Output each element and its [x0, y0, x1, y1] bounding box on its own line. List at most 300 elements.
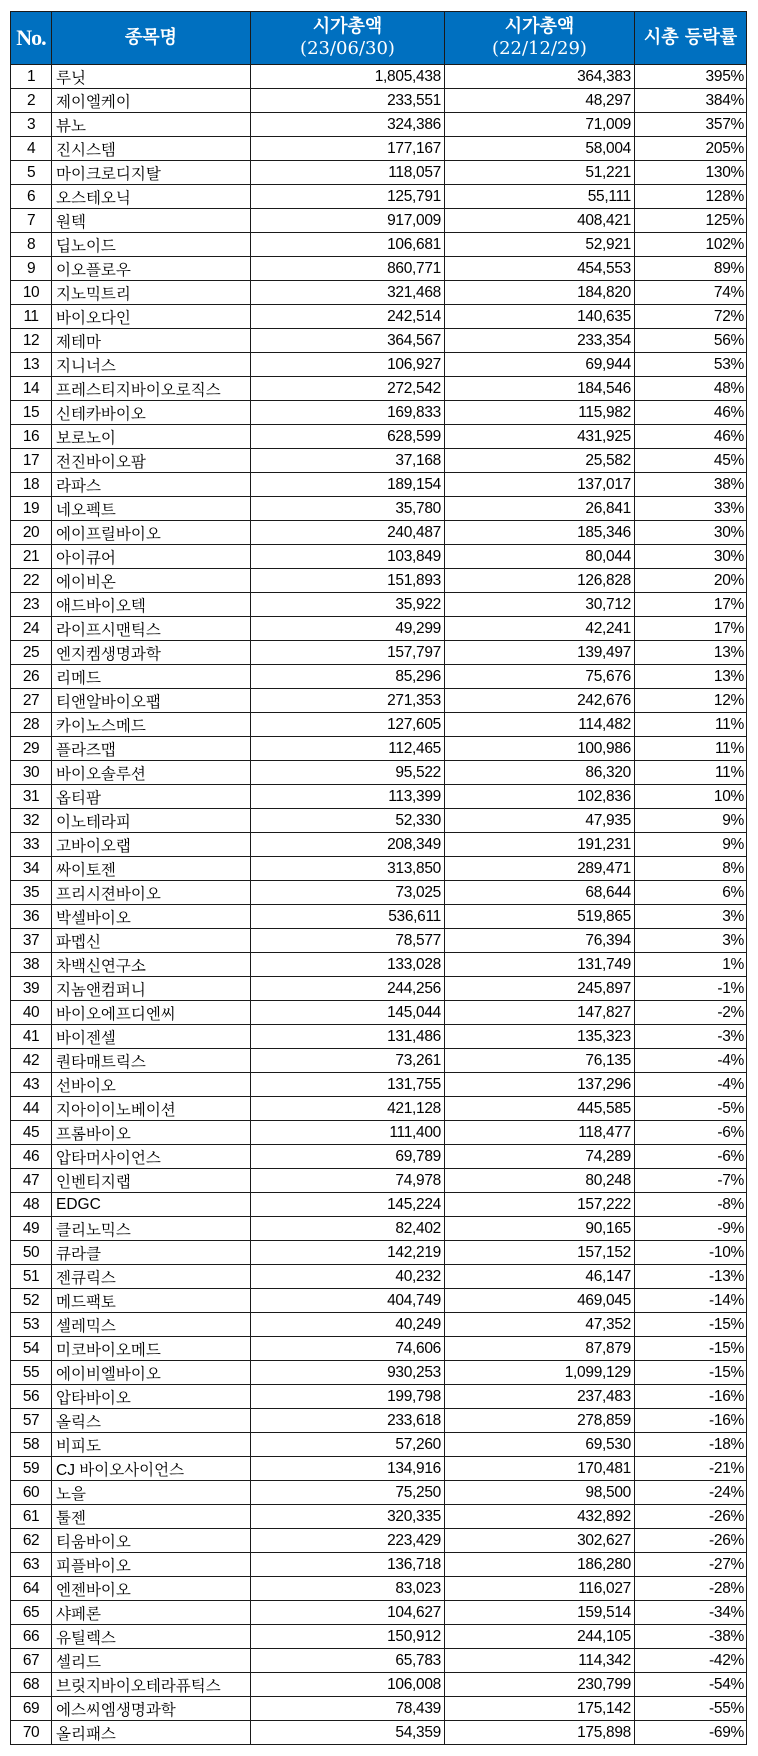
cell-cap-2212: 147,827	[445, 1001, 635, 1025]
cell-name: 루닛	[52, 65, 251, 89]
table-row	[11, 1217, 747, 1241]
cell-cap-2306: 106,927	[251, 353, 445, 377]
cell-change: -10%	[635, 1241, 747, 1265]
table-row	[11, 569, 747, 593]
table-row	[11, 713, 747, 737]
cell-change: 89%	[635, 257, 747, 281]
cell-cap-2306: 157,797	[251, 641, 445, 665]
cell-name: 프리시젼바이오	[52, 881, 251, 905]
cell-name: 바이젠셀	[52, 1025, 251, 1049]
cell-cap-2306: 40,249	[251, 1313, 445, 1337]
cell-no: 55	[11, 1361, 52, 1385]
cell-name: 압타머사이언스	[52, 1145, 251, 1169]
cell-name: 메드팩토	[52, 1289, 251, 1313]
cell-cap-2212: 408,421	[445, 209, 635, 233]
cell-no: 26	[11, 665, 52, 689]
cell-name: 에이비엘바이오	[52, 1361, 251, 1385]
table-row	[11, 281, 747, 305]
cell-cap-2306: 324,386	[251, 113, 445, 137]
table-row	[11, 1601, 747, 1625]
table-row	[11, 1553, 747, 1577]
cell-cap-2212: 302,627	[445, 1529, 635, 1553]
cell-name: 전진바이오팜	[52, 449, 251, 473]
table-row	[11, 401, 747, 425]
cell-name: 제이엘케이	[52, 89, 251, 113]
cell-name: 엔젠바이오	[52, 1577, 251, 1601]
cell-cap-2306: 112,465	[251, 737, 445, 761]
cell-no: 19	[11, 497, 52, 521]
table-row	[11, 833, 747, 857]
table-row	[11, 1385, 747, 1409]
cell-no: 52	[11, 1289, 52, 1313]
cell-cap-2306: 73,025	[251, 881, 445, 905]
cell-cap-2306: 104,627	[251, 1601, 445, 1625]
cell-name: 제테마	[52, 329, 251, 353]
cell-cap-2212: 80,248	[445, 1169, 635, 1193]
cell-no: 66	[11, 1625, 52, 1649]
table-row	[11, 1457, 747, 1481]
cell-change: -14%	[635, 1289, 747, 1313]
cell-name: 바이오에프디엔씨	[52, 1001, 251, 1025]
cell-cap-2306: 74,978	[251, 1169, 445, 1193]
cell-cap-2306: 82,402	[251, 1217, 445, 1241]
cell-no: 48	[11, 1193, 52, 1217]
cell-name: 카이노스메드	[52, 713, 251, 737]
cell-name: 에이비온	[52, 569, 251, 593]
table-row	[11, 1313, 747, 1337]
table-row	[11, 305, 747, 329]
table-row	[11, 257, 747, 281]
cell-name: 압타바이오	[52, 1385, 251, 1409]
cell-cap-2212: 74,289	[445, 1145, 635, 1169]
table-row	[11, 1625, 747, 1649]
table-row	[11, 137, 747, 161]
table-row	[11, 473, 747, 497]
cell-cap-2212: 75,676	[445, 665, 635, 689]
cell-cap-2212: 230,799	[445, 1673, 635, 1697]
cell-change: 46%	[635, 401, 747, 425]
cell-cap-2306: 199,798	[251, 1385, 445, 1409]
table-row	[11, 89, 747, 113]
cell-no: 18	[11, 473, 52, 497]
table-row	[11, 377, 747, 401]
table-row	[11, 809, 747, 833]
cell-cap-2212: 86,320	[445, 761, 635, 785]
cell-cap-2212: 114,482	[445, 713, 635, 737]
cell-cap-2212: 76,394	[445, 929, 635, 953]
cell-cap-2212: 46,147	[445, 1265, 635, 1289]
cell-change: -15%	[635, 1337, 747, 1361]
cell-change: 13%	[635, 665, 747, 689]
cell-cap-2306: 113,399	[251, 785, 445, 809]
cell-name: 툴젠	[52, 1505, 251, 1529]
cell-cap-2306: 49,299	[251, 617, 445, 641]
cell-cap-2306: 73,261	[251, 1049, 445, 1073]
table-row	[11, 665, 747, 689]
cell-name: 옵티팜	[52, 785, 251, 809]
table-row	[11, 1073, 747, 1097]
table-row	[11, 1097, 747, 1121]
cell-no: 64	[11, 1577, 52, 1601]
cell-no: 58	[11, 1433, 52, 1457]
cell-change: 125%	[635, 209, 747, 233]
cell-cap-2306: 628,599	[251, 425, 445, 449]
cell-cap-2306: 57,260	[251, 1433, 445, 1457]
cell-cap-2306: 151,893	[251, 569, 445, 593]
cell-name: 에이프릴바이오	[52, 521, 251, 545]
cell-no: 25	[11, 641, 52, 665]
cell-cap-2306: 78,577	[251, 929, 445, 953]
cell-no: 28	[11, 713, 52, 737]
table-row	[11, 641, 747, 665]
cell-no: 34	[11, 857, 52, 881]
table-row	[11, 65, 747, 89]
table-row	[11, 593, 747, 617]
cell-cap-2306: 83,023	[251, 1577, 445, 1601]
cell-cap-2212: 184,546	[445, 377, 635, 401]
cell-cap-2212: 116,027	[445, 1577, 635, 1601]
cell-cap-2212: 126,828	[445, 569, 635, 593]
cell-name: 아이큐어	[52, 545, 251, 569]
cell-name: 네오펙트	[52, 497, 251, 521]
header-cap-prev	[445, 12, 635, 65]
cell-change: 38%	[635, 473, 747, 497]
cell-no: 50	[11, 1241, 52, 1265]
cell-cap-2306: 78,439	[251, 1697, 445, 1721]
cell-cap-2212: 170,481	[445, 1457, 635, 1481]
cell-change: 6%	[635, 881, 747, 905]
cell-no: 41	[11, 1025, 52, 1049]
cell-cap-2212: 432,892	[445, 1505, 635, 1529]
cell-cap-2306: 37,168	[251, 449, 445, 473]
cell-change: -9%	[635, 1217, 747, 1241]
cell-name: 바이오다인	[52, 305, 251, 329]
table-row	[11, 881, 747, 905]
cell-no: 49	[11, 1217, 52, 1241]
cell-change: -13%	[635, 1265, 747, 1289]
cell-change: 56%	[635, 329, 747, 353]
cell-cap-2306: 134,916	[251, 1457, 445, 1481]
cell-no: 15	[11, 401, 52, 425]
table-row	[11, 545, 747, 569]
cell-change: 8%	[635, 857, 747, 881]
cell-cap-2212: 278,859	[445, 1409, 635, 1433]
cell-name: 바이오솔루션	[52, 761, 251, 785]
cell-cap-2306: 242,514	[251, 305, 445, 329]
cell-no: 1	[11, 65, 52, 89]
table-header	[11, 12, 747, 65]
cell-cap-2306: 118,057	[251, 161, 445, 185]
cell-change: 45%	[635, 449, 747, 473]
cell-name: 클리노믹스	[52, 1217, 251, 1241]
table-row	[11, 1505, 747, 1529]
cell-change: -28%	[635, 1577, 747, 1601]
cell-change: -21%	[635, 1457, 747, 1481]
cell-no: 3	[11, 113, 52, 137]
cell-change: 205%	[635, 137, 747, 161]
cell-change: 17%	[635, 593, 747, 617]
cell-cap-2212: 137,296	[445, 1073, 635, 1097]
cell-name: 비피도	[52, 1433, 251, 1457]
cell-no: 6	[11, 185, 52, 209]
cell-change: 11%	[635, 713, 747, 737]
table-row	[11, 1121, 747, 1145]
cell-change: 357%	[635, 113, 747, 137]
cell-cap-2306: 111,400	[251, 1121, 445, 1145]
cell-name: 선바이오	[52, 1073, 251, 1097]
cell-no: 16	[11, 425, 52, 449]
cell-cap-2212: 469,045	[445, 1289, 635, 1313]
cell-cap-2306: 103,849	[251, 545, 445, 569]
cell-name: 유틸렉스	[52, 1625, 251, 1649]
cell-name: 딥노이드	[52, 233, 251, 257]
table-row	[11, 521, 747, 545]
cell-name: 티앤알바이오팹	[52, 689, 251, 713]
header-cap-prev-title: 시가총액	[504, 16, 575, 37]
cell-change: 3%	[635, 905, 747, 929]
header-no: No.	[11, 12, 52, 65]
cell-cap-2306: 145,044	[251, 1001, 445, 1025]
cell-cap-2306: 404,749	[251, 1289, 445, 1313]
table-row	[11, 185, 747, 209]
table-row	[11, 353, 747, 377]
cell-cap-2212: 445,585	[445, 1097, 635, 1121]
cell-change: -8%	[635, 1193, 747, 1217]
cell-cap-2212: 68,644	[445, 881, 635, 905]
cell-cap-2212: 131,749	[445, 953, 635, 977]
cell-cap-2212: 51,221	[445, 161, 635, 185]
table-row	[11, 1433, 747, 1457]
cell-cap-2212: 245,897	[445, 977, 635, 1001]
table-row	[11, 1169, 747, 1193]
cell-change: -4%	[635, 1073, 747, 1097]
cell-cap-2306: 54,359	[251, 1721, 445, 1745]
cell-name: 셀레믹스	[52, 1313, 251, 1337]
table-row	[11, 929, 747, 953]
cell-cap-2212: 69,944	[445, 353, 635, 377]
cell-name: 올리패스	[52, 1721, 251, 1745]
table-row	[11, 1145, 747, 1169]
cell-change: -3%	[635, 1025, 747, 1049]
cell-no: 70	[11, 1721, 52, 1745]
header-row	[11, 12, 747, 65]
cell-change: -24%	[635, 1481, 747, 1505]
cell-change: 9%	[635, 833, 747, 857]
cell-cap-2306: 85,296	[251, 665, 445, 689]
table-row	[11, 113, 747, 137]
header-change: 시총 등락률	[635, 12, 747, 65]
cell-change: -2%	[635, 1001, 747, 1025]
header-cap-prev-date: (22/12/29)	[492, 38, 587, 59]
table-row	[11, 497, 747, 521]
cell-cap-2212: 364,383	[445, 65, 635, 89]
cell-cap-2306: 177,167	[251, 137, 445, 161]
cell-change: -42%	[635, 1649, 747, 1673]
cell-no: 24	[11, 617, 52, 641]
cell-cap-2306: 244,256	[251, 977, 445, 1001]
header-name: 종목명	[52, 12, 251, 65]
cell-change: 30%	[635, 521, 747, 545]
cell-name: 플라즈맵	[52, 737, 251, 761]
table-row	[11, 1481, 747, 1505]
table-row	[11, 737, 747, 761]
cell-cap-2306: 74,606	[251, 1337, 445, 1361]
cell-no: 21	[11, 545, 52, 569]
cell-cap-2212: 58,004	[445, 137, 635, 161]
cell-no: 29	[11, 737, 52, 761]
cell-name: 프레스티지바이오로직스	[52, 377, 251, 401]
cell-cap-2212: 431,925	[445, 425, 635, 449]
cell-name: 라파스	[52, 473, 251, 497]
cell-name: EDGC	[52, 1193, 251, 1217]
cell-name: 미코바이오메드	[52, 1337, 251, 1361]
table-row	[11, 1193, 747, 1217]
cell-change: 53%	[635, 353, 747, 377]
cell-change: 20%	[635, 569, 747, 593]
table-row	[11, 617, 747, 641]
cell-cap-2212: 175,142	[445, 1697, 635, 1721]
cell-change: 11%	[635, 737, 747, 761]
cell-cap-2306: 1,805,438	[251, 65, 445, 89]
cell-cap-2212: 71,009	[445, 113, 635, 137]
table-row	[11, 161, 747, 185]
table-row	[11, 1361, 747, 1385]
cell-cap-2306: 142,219	[251, 1241, 445, 1265]
cell-cap-2212: 137,017	[445, 473, 635, 497]
table-row	[11, 1577, 747, 1601]
cell-no: 68	[11, 1673, 52, 1697]
cell-cap-2212: 25,582	[445, 449, 635, 473]
header-cap-current-title: 시가총액	[312, 16, 383, 37]
table-row	[11, 1265, 747, 1289]
cell-name: 지노믹트리	[52, 281, 251, 305]
cell-name: 지아이이노베이션	[52, 1097, 251, 1121]
cell-name: 브릿지바이오테라퓨틱스	[52, 1673, 251, 1697]
cell-name: 보로노이	[52, 425, 251, 449]
cell-change: -5%	[635, 1097, 747, 1121]
cell-cap-2212: 102,836	[445, 785, 635, 809]
cell-change: 11%	[635, 761, 747, 785]
cell-no: 9	[11, 257, 52, 281]
cell-no: 14	[11, 377, 52, 401]
cell-cap-2306: 233,618	[251, 1409, 445, 1433]
cell-change: 74%	[635, 281, 747, 305]
cell-no: 60	[11, 1481, 52, 1505]
table-row	[11, 1241, 747, 1265]
cell-cap-2212: 118,477	[445, 1121, 635, 1145]
table-row	[11, 1049, 747, 1073]
cell-change: 1%	[635, 953, 747, 977]
cell-name: 인벤티지랩	[52, 1169, 251, 1193]
table-row	[11, 1409, 747, 1433]
cell-change: -26%	[635, 1505, 747, 1529]
cell-no: 62	[11, 1529, 52, 1553]
cell-cap-2306: 189,154	[251, 473, 445, 497]
cell-no: 37	[11, 929, 52, 953]
cell-name: 리메드	[52, 665, 251, 689]
cell-cap-2306: 145,224	[251, 1193, 445, 1217]
cell-change: 130%	[635, 161, 747, 185]
cell-cap-2212: 184,820	[445, 281, 635, 305]
cell-change: 395%	[635, 65, 747, 89]
cell-cap-2306: 65,783	[251, 1649, 445, 1673]
cell-change: 46%	[635, 425, 747, 449]
cell-no: 61	[11, 1505, 52, 1529]
cell-cap-2306: 95,522	[251, 761, 445, 785]
cell-name: 큐라클	[52, 1241, 251, 1265]
cell-name: 파멥신	[52, 929, 251, 953]
cell-cap-2306: 233,551	[251, 89, 445, 113]
cell-name: 지놈앤컴퍼니	[52, 977, 251, 1001]
cell-cap-2212: 175,898	[445, 1721, 635, 1745]
header-cap-current-date: (23/06/30)	[300, 38, 395, 59]
cell-cap-2212: 115,982	[445, 401, 635, 425]
table-body	[11, 65, 747, 1745]
cell-no: 2	[11, 89, 52, 113]
cell-cap-2306: 321,468	[251, 281, 445, 305]
cell-name: 올릭스	[52, 1409, 251, 1433]
cell-cap-2306: 69,789	[251, 1145, 445, 1169]
cell-no: 43	[11, 1073, 52, 1097]
header-cap-current	[251, 12, 445, 65]
cell-cap-2306: 917,009	[251, 209, 445, 233]
table-row	[11, 953, 747, 977]
table-row	[11, 329, 747, 353]
table-row	[11, 905, 747, 929]
cell-change: 102%	[635, 233, 747, 257]
cell-cap-2306: 223,429	[251, 1529, 445, 1553]
cell-no: 42	[11, 1049, 52, 1073]
cell-change: 384%	[635, 89, 747, 113]
table-row	[11, 1649, 747, 1673]
cell-cap-2212: 98,500	[445, 1481, 635, 1505]
cell-change: 9%	[635, 809, 747, 833]
table-row	[11, 1697, 747, 1721]
cell-no: 54	[11, 1337, 52, 1361]
cell-name: 피플바이오	[52, 1553, 251, 1577]
cell-no: 38	[11, 953, 52, 977]
table-row	[11, 1001, 747, 1025]
cell-change: 10%	[635, 785, 747, 809]
table-row	[11, 1025, 747, 1049]
cell-no: 65	[11, 1601, 52, 1625]
cell-name: CJ 바이오사이언스	[52, 1457, 251, 1481]
cell-change: -54%	[635, 1673, 747, 1697]
cell-cap-2212: 47,352	[445, 1313, 635, 1337]
cell-no: 59	[11, 1457, 52, 1481]
cell-name: 이노테라피	[52, 809, 251, 833]
cell-name: 젠큐릭스	[52, 1265, 251, 1289]
cell-no: 69	[11, 1697, 52, 1721]
cell-name: 고바이오랩	[52, 833, 251, 857]
cell-cap-2306: 125,791	[251, 185, 445, 209]
cell-change: 12%	[635, 689, 747, 713]
cell-no: 45	[11, 1121, 52, 1145]
cell-cap-2212: 454,553	[445, 257, 635, 281]
cell-cap-2306: 136,718	[251, 1553, 445, 1577]
cell-change: -18%	[635, 1433, 747, 1457]
cell-no: 32	[11, 809, 52, 833]
cell-change: -38%	[635, 1625, 747, 1649]
cell-cap-2306: 35,780	[251, 497, 445, 521]
cell-cap-2212: 289,471	[445, 857, 635, 881]
cell-name: 진시스템	[52, 137, 251, 161]
cell-no: 22	[11, 569, 52, 593]
cell-no: 12	[11, 329, 52, 353]
cell-cap-2212: 42,241	[445, 617, 635, 641]
cell-change: -6%	[635, 1121, 747, 1145]
cell-cap-2306: 127,605	[251, 713, 445, 737]
